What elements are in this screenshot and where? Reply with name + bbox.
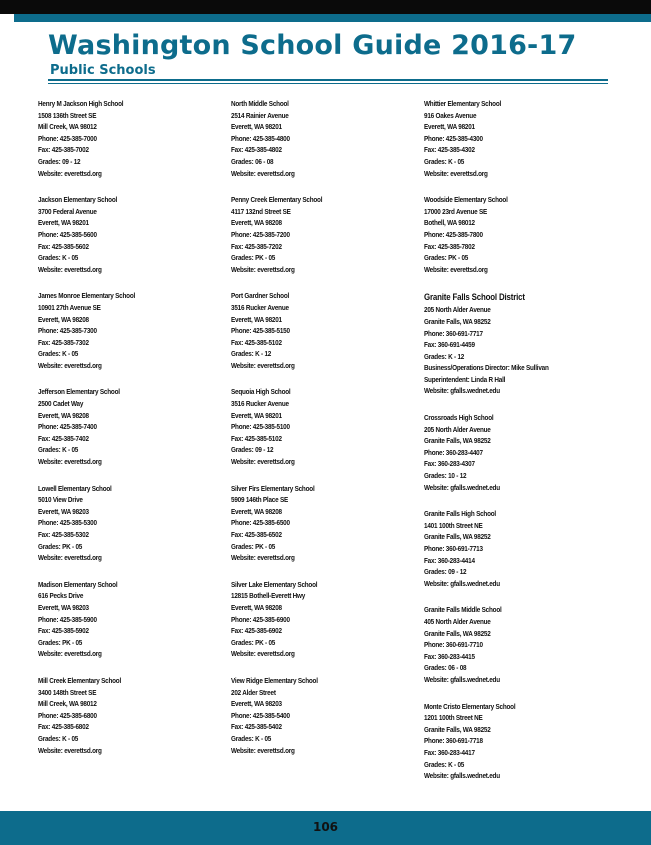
- website-line: Website: everettsd.org: [38, 649, 102, 659]
- school-name: Whittier Elementary School: [424, 99, 502, 108]
- phone-line: Phone: 425-385-6900: [231, 614, 290, 624]
- phone-line: Phone: 425-385-5100: [231, 422, 290, 432]
- website-line: Website: everettsd.org: [231, 168, 295, 178]
- phone-line: Phone: 425-385-5400: [231, 710, 290, 720]
- school-entry: [424, 194, 614, 275]
- entry-line: 1508 136th Street SE: [38, 110, 97, 120]
- school-name: James Monroe Elementary School: [38, 291, 136, 301]
- grades-line: Grades: PK - 05: [231, 253, 276, 263]
- entry-line: Business/Operations Director: Mike Sullivan: [424, 363, 549, 373]
- entry-line: 2514 Rainier Avenue: [231, 110, 289, 120]
- school-name: Madison Elementary School: [38, 579, 118, 589]
- phone-line: Phone: 425-385-7200: [231, 229, 290, 239]
- website-line: Website: everettsd.org: [231, 264, 295, 274]
- entry-line: 5909 146th Place SE: [231, 495, 289, 505]
- entry-line: Mill Creek, WA 98012: [38, 699, 97, 709]
- fax-line: Fax: 425-385-5402: [231, 722, 282, 732]
- entry-line: 10901 27th Avenue SE: [38, 302, 101, 312]
- entry-line: Everett, WA 98203: [231, 699, 282, 709]
- entry-line: Everett, WA 98201: [231, 122, 282, 132]
- school-name: Woodside Elementary School: [424, 195, 508, 205]
- grades-line: Grades: K - 05: [38, 445, 79, 455]
- website-line: Website: everettsd.org: [38, 457, 102, 467]
- school-entry: [231, 579, 421, 660]
- entry-line: 4117 132nd Street SE: [231, 206, 291, 216]
- fax-line: Fax: 360-283-4414: [424, 555, 475, 565]
- school-name: Silver Lake Elementary School: [231, 579, 318, 589]
- school-name: North Middle School: [231, 99, 289, 108]
- entry-line: 3400 148th Street SE: [38, 687, 97, 697]
- website-line: Website: everettsd.org: [38, 168, 102, 178]
- grades-line: Grades: PK - 05: [231, 541, 276, 551]
- fax-line: Fax: 360-283-4415: [424, 651, 475, 661]
- grades-line: Grades: K - 12: [231, 349, 272, 359]
- district-name: Granite Falls School District: [424, 292, 525, 303]
- grades-line: Grades: PK - 05: [38, 637, 83, 647]
- fax-line: Fax: 425-385-7002: [38, 145, 89, 155]
- entry-line: 2500 Cadet Way: [38, 399, 84, 409]
- fax-line: Fax: 425-385-5602: [38, 241, 89, 251]
- phone-line: Phone: 425-385-7000: [38, 133, 97, 143]
- grades-line: Grades: 06 - 08: [424, 663, 467, 673]
- phone-line: Phone: 425-385-7400: [38, 422, 97, 432]
- school-entry: [231, 483, 421, 564]
- school-name: Granite Falls Middle School: [424, 605, 502, 615]
- fax-line: Fax: 360-691-4459: [424, 340, 475, 350]
- phone-line: Phone: 425-385-4800: [231, 133, 290, 143]
- page-subtitle: Public Schools: [50, 63, 156, 78]
- website-line: Website: everettsd.org: [231, 553, 295, 563]
- phone-line: Phone: 360-691-7713: [424, 544, 483, 553]
- phone-line: Phone: 360-691-7718: [424, 736, 483, 746]
- school-entry: [424, 98, 614, 179]
- phone-line: Phone: 425-385-4300: [424, 133, 483, 143]
- entry-line: 1201 100th Street NE: [424, 713, 483, 723]
- entry-line: Everett, WA 98208: [38, 410, 89, 420]
- fax-line: Fax: 425-385-5102: [231, 433, 282, 443]
- entry-line: 1401 100th Street NE: [424, 520, 483, 530]
- school-entry: [231, 290, 421, 371]
- grades-line: Grades: 09 - 12: [424, 567, 467, 577]
- entry-line: Everett, WA 98203: [38, 602, 89, 612]
- school-name: Monte Cristo Elementary School: [424, 701, 516, 711]
- entry-line: 3516 Rucker Avenue: [231, 399, 289, 409]
- top-band-notch: [0, 14, 14, 22]
- school-name: Silver Firs Elementary School: [231, 483, 315, 493]
- fax-line: Fax: 360-283-4417: [424, 747, 475, 757]
- fax-line: Fax: 425-385-7202: [231, 241, 282, 251]
- fax-line: Fax: 425-385-4802: [231, 145, 282, 155]
- school-name: Lowell Elementary School: [38, 483, 112, 493]
- website-line: Website: everettsd.org: [38, 264, 102, 274]
- entry-line: Everett, WA 98201: [38, 218, 89, 228]
- grades-line: Grades: K - 05: [231, 733, 272, 743]
- school-name: Sequoia High School: [231, 387, 291, 397]
- entry-line: Granite Falls, WA 98252: [424, 436, 491, 446]
- phone-line: Phone: 425-385-5600: [38, 229, 97, 239]
- school-entry: [38, 194, 228, 275]
- grades-line: Grades: K - 05: [424, 759, 465, 769]
- entry-line: 405 North Alder Avenue: [424, 616, 491, 626]
- entry-line: Everett, WA 98201: [424, 122, 475, 132]
- fax-line: Fax: 425-385-5302: [38, 530, 89, 539]
- page-number: 106: [312, 820, 339, 834]
- grades-line: Grades: K - 05: [38, 253, 79, 263]
- fax-line: Fax: 425-385-7302: [38, 337, 89, 347]
- fax-line: Fax: 360-283-4307: [424, 459, 475, 469]
- entry-line: Everett, WA 98208: [231, 218, 282, 228]
- column-2: [231, 98, 421, 771]
- school-name: Port Gardner School: [231, 291, 290, 301]
- entry-line: Everett, WA 98208: [231, 506, 282, 516]
- school-entry: [38, 675, 228, 756]
- school-entry: [38, 290, 228, 371]
- school-entry: [231, 675, 421, 756]
- fax-line: Fax: 425-385-7402: [38, 433, 89, 443]
- school-entry: [424, 508, 614, 589]
- grades-line: Grades: 09 - 12: [38, 156, 81, 166]
- fax-line: Fax: 425-385-6802: [38, 722, 89, 732]
- grades-line: Grades: K - 12: [424, 351, 465, 361]
- school-name: Jackson Elementary School: [38, 195, 118, 205]
- website-line: Website: gfalls.wednet.edu: [424, 482, 500, 492]
- grades-line: Grades: 10 - 12: [424, 471, 467, 481]
- grades-line: Grades: 09 - 12: [231, 445, 274, 455]
- entry-line: 12815 Bothell-Everett Hwy: [231, 591, 306, 601]
- school-entry: [231, 386, 421, 467]
- website-line: Website: everettsd.org: [231, 649, 295, 659]
- column-3: [424, 98, 614, 797]
- entry-line: Everett, WA 98208: [38, 314, 89, 324]
- entry-line: 17000 23rd Avenue SE: [424, 206, 488, 216]
- grades-line: Grades: PK - 05: [231, 637, 276, 647]
- entry-line: Mill Creek, WA 98012: [38, 122, 97, 132]
- website-line: Website: gfalls.wednet.edu: [424, 386, 500, 396]
- entry-line: Everett, WA 98208: [231, 602, 282, 612]
- grades-line: Grades: 06 - 08: [231, 156, 274, 166]
- school-entry: [424, 604, 614, 685]
- school-entry: [38, 98, 228, 179]
- phone-line: Phone: 360-283-4407: [424, 447, 483, 457]
- entry-line: 3700 Federal Avenue: [38, 206, 97, 216]
- entry-line: Granite Falls, WA 98252: [424, 532, 491, 542]
- entry-line: 205 North Alder Avenue: [424, 424, 491, 434]
- school-entry: [38, 386, 228, 467]
- grades-line: Grades: PK - 05: [38, 541, 83, 551]
- fax-line: Fax: 425-385-7802: [424, 241, 475, 251]
- entry-line: 205 North Alder Avenue: [424, 305, 491, 315]
- entry-line: 3516 Rucker Avenue: [231, 302, 289, 312]
- phone-line: Phone: 425-385-5300: [38, 518, 97, 528]
- school-name: Mill Creek Elementary School: [38, 675, 122, 685]
- website-line: Website: everettsd.org: [231, 360, 295, 370]
- school-entry: [231, 194, 421, 275]
- column-1: [38, 98, 228, 771]
- school-name: Jefferson Elementary School: [38, 387, 120, 397]
- entry-line: Granite Falls, WA 98252: [424, 724, 491, 734]
- school-entry: [424, 701, 614, 782]
- school-name: Granite Falls High School: [424, 509, 496, 519]
- website-line: Website: everettsd.org: [231, 457, 295, 467]
- entry-line: Granite Falls, WA 98252: [424, 316, 491, 326]
- school-entry: [424, 412, 614, 493]
- top-black-bar: [0, 0, 651, 14]
- school-entry: [38, 483, 228, 564]
- page-title: Washington School Guide 2016-17: [48, 30, 577, 61]
- entry-line: 616 Pecks Drive: [38, 591, 84, 601]
- fax-line: Fax: 425-385-6902: [231, 626, 282, 636]
- entry-line: Everett, WA 98201: [231, 314, 282, 324]
- entry-line: Everett, WA 98203: [38, 506, 89, 516]
- website-line: Website: everettsd.org: [38, 745, 102, 755]
- school-name: View Ridge Elementary School: [231, 675, 318, 685]
- phone-line: Phone: 425-385-7300: [38, 326, 97, 336]
- phone-line: Phone: 360-691-7710: [424, 640, 483, 650]
- website-line: Website: everettsd.org: [231, 745, 295, 755]
- website-line: Website: gfalls.wednet.edu: [424, 578, 500, 588]
- grades-line: Grades: K - 05: [38, 733, 79, 743]
- grades-line: Grades: K - 05: [38, 349, 79, 359]
- phone-line: Phone: 360-691-7717: [424, 328, 483, 338]
- school-name: Henry M Jackson High School: [38, 99, 124, 108]
- entry-line: 5010 View Drive: [38, 495, 83, 505]
- district-entry: [424, 290, 614, 397]
- school-name: Penny Creek Elementary School: [231, 195, 323, 205]
- entry-line: Bothell, WA 98012: [424, 218, 475, 228]
- entry-line: 202 Alder Street: [231, 687, 276, 697]
- entry-line: 916 Oakes Avenue: [424, 110, 477, 120]
- phone-line: Phone: 425-385-6500: [231, 518, 290, 528]
- grades-line: Grades: K - 05: [424, 156, 465, 166]
- website-line: Website: everettsd.org: [38, 360, 102, 370]
- fax-line: Fax: 425-385-5102: [231, 337, 282, 347]
- phone-line: Phone: 425-385-7800: [424, 229, 483, 239]
- top-accent-band: [0, 14, 651, 22]
- header-rule-thick: [48, 79, 608, 81]
- phone-line: Phone: 425-385-5900: [38, 614, 97, 624]
- entry-line: Superintendent: Linda R Hall: [424, 374, 506, 384]
- school-entry: [231, 98, 421, 179]
- grades-line: Grades: PK - 05: [424, 253, 469, 263]
- website-line: Website: gfalls.wednet.edu: [424, 771, 500, 781]
- website-line: Website: everettsd.org: [424, 264, 488, 274]
- phone-line: Phone: 425-385-6800: [38, 710, 97, 720]
- fax-line: Fax: 425-385-5902: [38, 626, 89, 636]
- header-rule-thin: [48, 83, 608, 84]
- entry-line: Everett, WA 98201: [231, 410, 282, 420]
- fax-line: Fax: 425-385-6502: [231, 530, 282, 539]
- website-line: Website: everettsd.org: [424, 168, 488, 178]
- entry-line: Granite Falls, WA 98252: [424, 628, 491, 638]
- fax-line: Fax: 425-385-4302: [424, 145, 475, 155]
- website-line: Website: gfalls.wednet.edu: [424, 674, 500, 684]
- school-name: Crossroads High School: [424, 413, 494, 423]
- website-line: Website: everettsd.org: [38, 553, 102, 563]
- school-entry: [38, 579, 228, 660]
- phone-line: Phone: 425-385-5150: [231, 326, 290, 336]
